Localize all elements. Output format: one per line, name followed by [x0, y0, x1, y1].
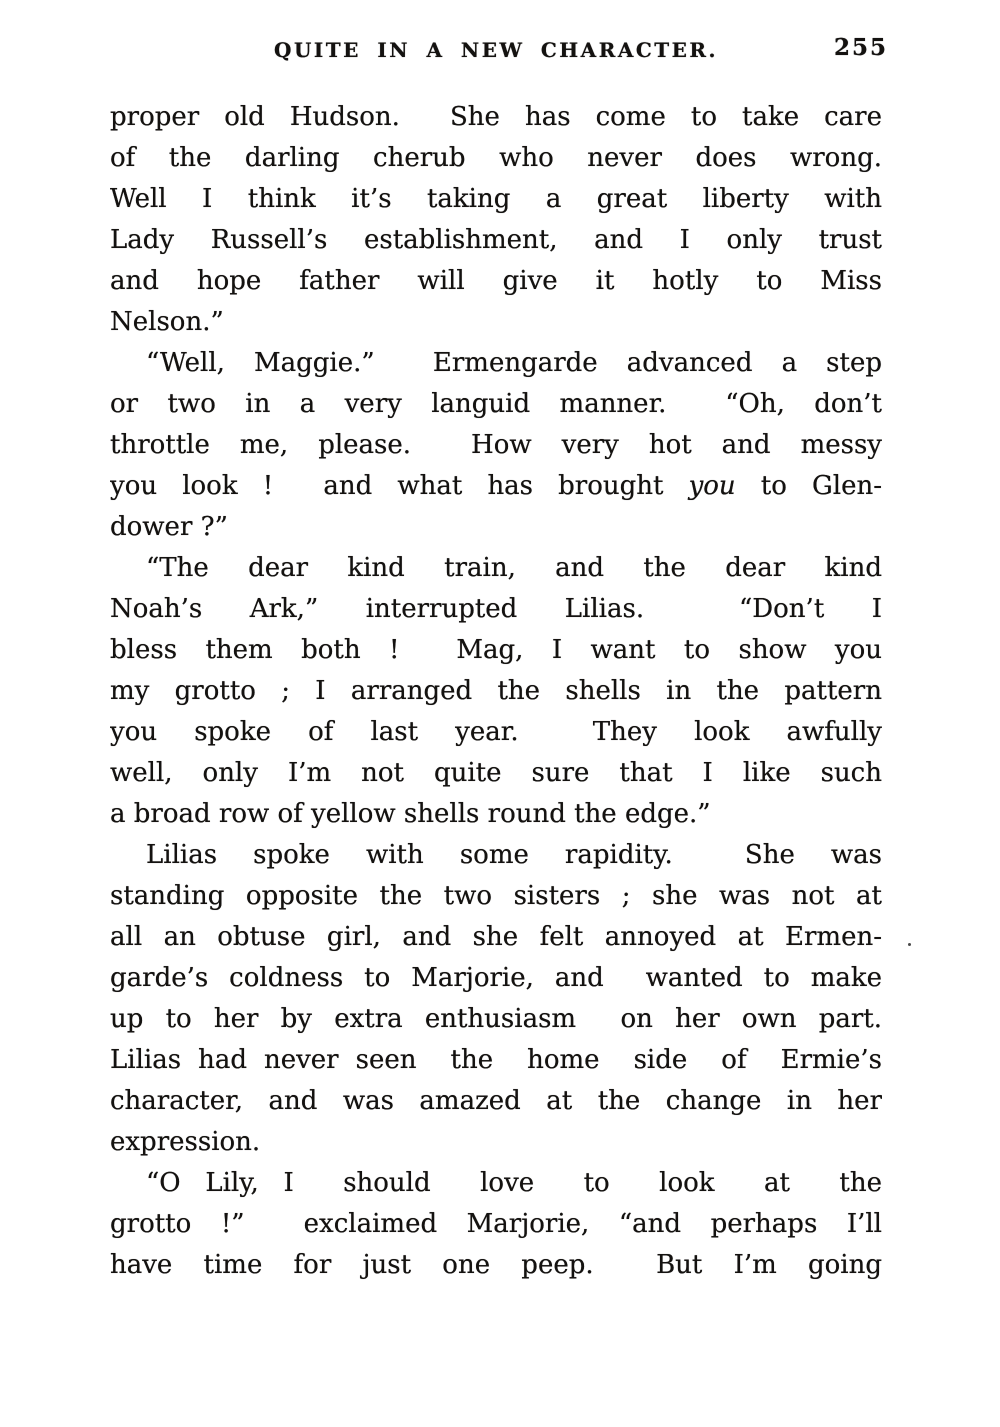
italic-text: you	[688, 471, 736, 501]
text-line	[110, 343, 882, 384]
text-line	[110, 1245, 882, 1286]
text-line	[110, 384, 882, 425]
paragraph	[110, 97, 882, 343]
text-line	[110, 876, 882, 917]
text-line	[110, 302, 882, 343]
text-line	[110, 507, 882, 548]
text-segment: Lilias had never seen the home side of Ermie’s	[110, 1045, 882, 1075]
text-line	[110, 671, 882, 712]
text-line	[110, 1081, 882, 1122]
text-segment: to Glen-	[735, 471, 882, 501]
text-line	[110, 835, 882, 876]
text-segment: character, and was amazed at the change in her	[110, 1086, 882, 1116]
paragraph	[110, 343, 882, 548]
text-line	[110, 548, 882, 589]
text-segment: well, only I’m not quite sure that I like such	[110, 758, 882, 788]
text-segment: proper old Hudson. She has come to take care	[110, 102, 882, 132]
text-segment: “The dear kind train, and the dear kind	[146, 553, 882, 583]
page-header	[110, 34, 888, 68]
text-line	[110, 1204, 882, 1245]
text-line	[110, 466, 882, 507]
text-line	[110, 1040, 882, 1081]
text-line	[110, 425, 882, 466]
text-segment: garde’s coldness to Marjorie, and wanted to make	[110, 963, 882, 993]
text-line	[110, 753, 882, 794]
text-segment: you spoke of last year. They look awfully	[110, 717, 882, 747]
text-line	[110, 179, 882, 220]
text-line	[110, 712, 882, 753]
text-line	[110, 630, 882, 671]
text-line	[110, 261, 882, 302]
text-line	[110, 794, 882, 835]
text-segment: a broad row of yellow shells round the edge.”	[110, 799, 711, 829]
text-segment: you look ! and what has brought	[110, 471, 689, 501]
text-segment: grotto !” exclaimed Marjorie, “and perhaps I’ll	[110, 1209, 882, 1239]
text-segment: throttle me, please. How very hot and messy	[110, 430, 882, 460]
text-line	[110, 1122, 882, 1163]
text-line	[110, 589, 882, 630]
text-line	[110, 958, 882, 999]
text-segment: have time for just one peep. But I’m going	[110, 1250, 882, 1280]
text-segment: expression.	[110, 1127, 261, 1157]
paragraph	[110, 835, 882, 1163]
text-line	[110, 138, 882, 179]
text-segment: bless them both ! Mag, I want to show you	[110, 635, 882, 665]
text-segment: dower ?”	[110, 512, 228, 542]
text-segment: up to her by extra enthusiasm on her own part.	[110, 1004, 882, 1034]
text-segment: Lady Russell’s establishment, and I only trust	[110, 225, 882, 255]
running-title: QUITE IN A NEW CHARACTER.	[274, 38, 718, 62]
paragraph	[110, 548, 882, 835]
text-segment: standing opposite the two sisters ; she was not at	[110, 881, 882, 911]
paragraph	[110, 1163, 882, 1286]
text-line	[110, 1163, 882, 1204]
text-segment: “O Lily, I should love to look at the	[146, 1168, 882, 1198]
text-line	[110, 97, 882, 138]
text-segment: Noah’s Ark,” interrupted Lilias. “Don’t I	[110, 594, 882, 624]
page-number: 255	[833, 34, 888, 61]
text-line	[110, 220, 882, 261]
text-segment: of the darling cherub who never does wrong.	[110, 143, 882, 173]
text-segment: or two in a very languid manner. “Oh, don’t	[110, 389, 882, 419]
text-segment: and hope father will give it hotly to Miss	[110, 266, 882, 296]
page-body	[110, 97, 882, 1286]
text-segment: my grotto ; I arranged the shells in the pattern	[110, 676, 882, 706]
text-segment: “Well, Maggie.” Ermengarde advanced a step	[146, 348, 882, 378]
text-segment: all an obtuse girl, and she felt annoyed at Ermen-	[110, 922, 882, 952]
ink-speck	[908, 943, 911, 946]
text-line	[110, 917, 882, 958]
text-segment: Lilias spoke with some rapidity. She was	[146, 840, 882, 870]
text-segment: Nelson.”	[110, 307, 224, 337]
text-line	[110, 999, 882, 1040]
text-segment: Well I think it’s taking a great liberty with	[110, 184, 882, 214]
